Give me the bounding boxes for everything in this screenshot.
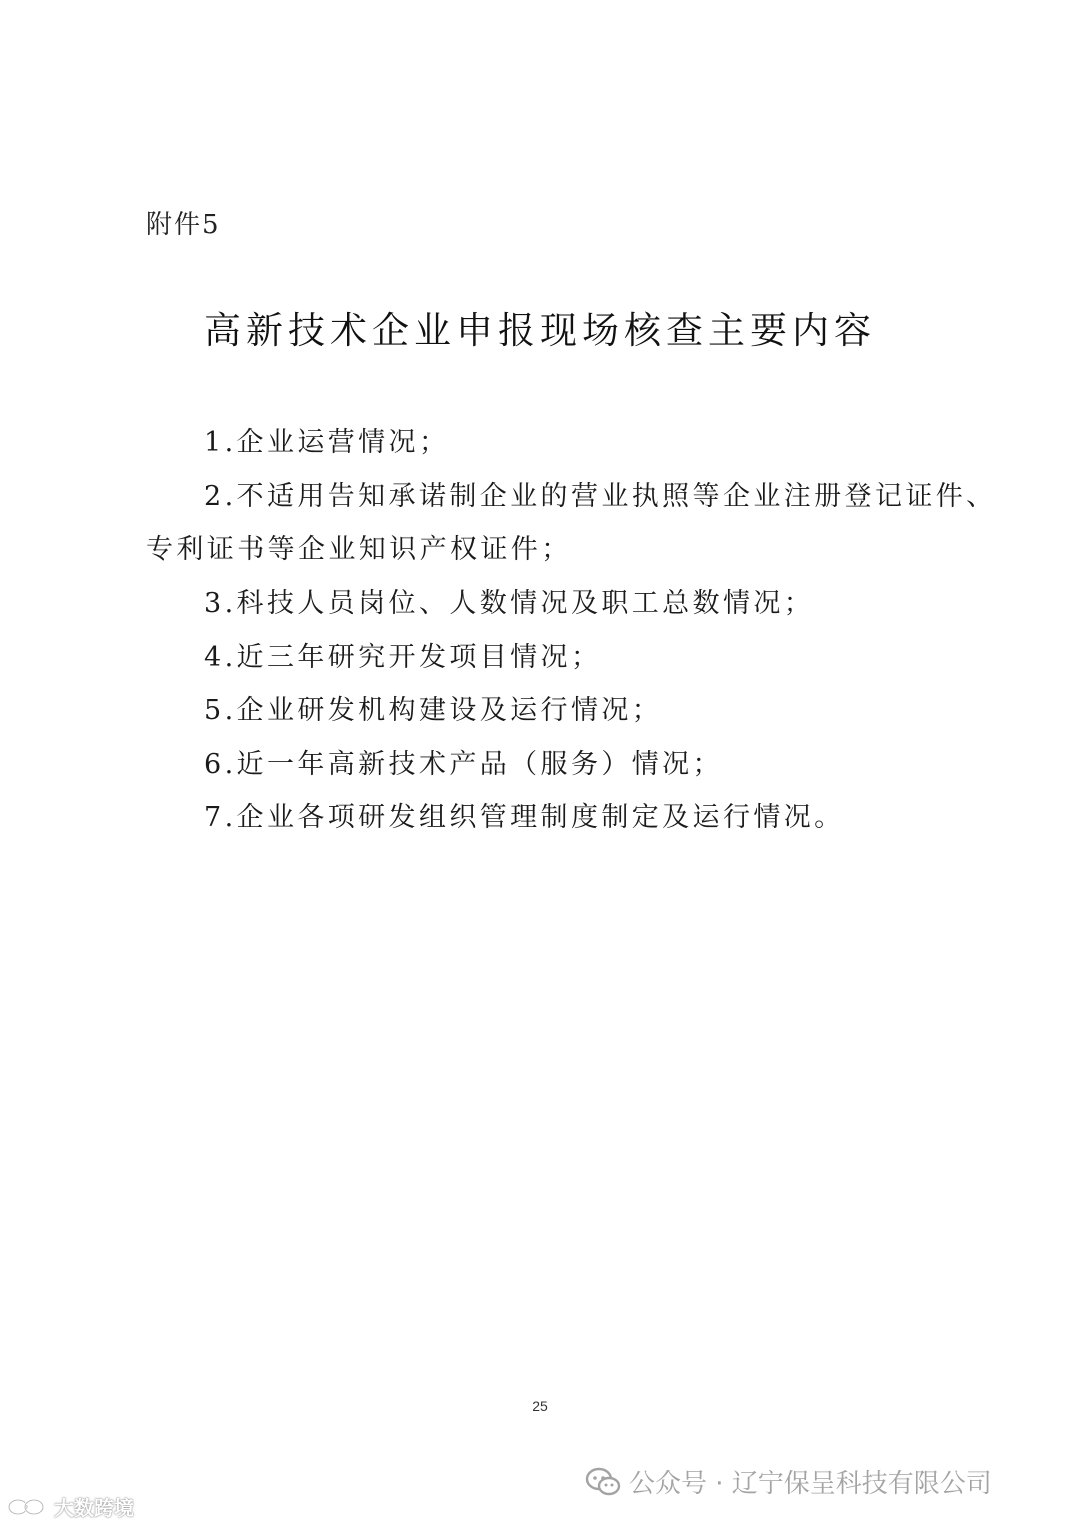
list-item-5: 5.企业研发机构建设及运行情况； xyxy=(204,695,663,726)
list-item-6: 6.近一年高新技术产品（服务）情况； xyxy=(204,749,723,780)
list-item-4: 4.近三年研究开发项目情况； xyxy=(204,642,602,673)
list-item-1: 1.企业运营情况； xyxy=(204,427,450,458)
wechat-icon xyxy=(585,1467,621,1497)
attachment-label: 附件5 xyxy=(146,210,221,240)
list-item-3: 3.科技人员岗位、人数情况及职工总数情况； xyxy=(204,588,815,619)
brand-logo-icon xyxy=(6,1496,48,1518)
list-item-7: 7.企业各项研发组织管理制度制定及运行情况。 xyxy=(204,802,845,833)
brand-watermark-text: 大数跨境 xyxy=(54,1496,134,1520)
brand-watermark xyxy=(6,1492,134,1521)
wechat-watermark xyxy=(585,1463,992,1500)
page-number: 25 xyxy=(532,1398,548,1414)
list-item-2-continued: 专利证书等企业知识产权证件； xyxy=(146,534,572,565)
document-title: 高新技术企业申报现场核查主要内容 xyxy=(204,309,876,352)
wechat-account-text: 公众号 · 辽宁保呈科技有限公司 xyxy=(629,1469,992,1499)
list-item-2: 2.不适用告知承诺制企业的营业执照等企业注册登记证件、 xyxy=(204,481,997,512)
